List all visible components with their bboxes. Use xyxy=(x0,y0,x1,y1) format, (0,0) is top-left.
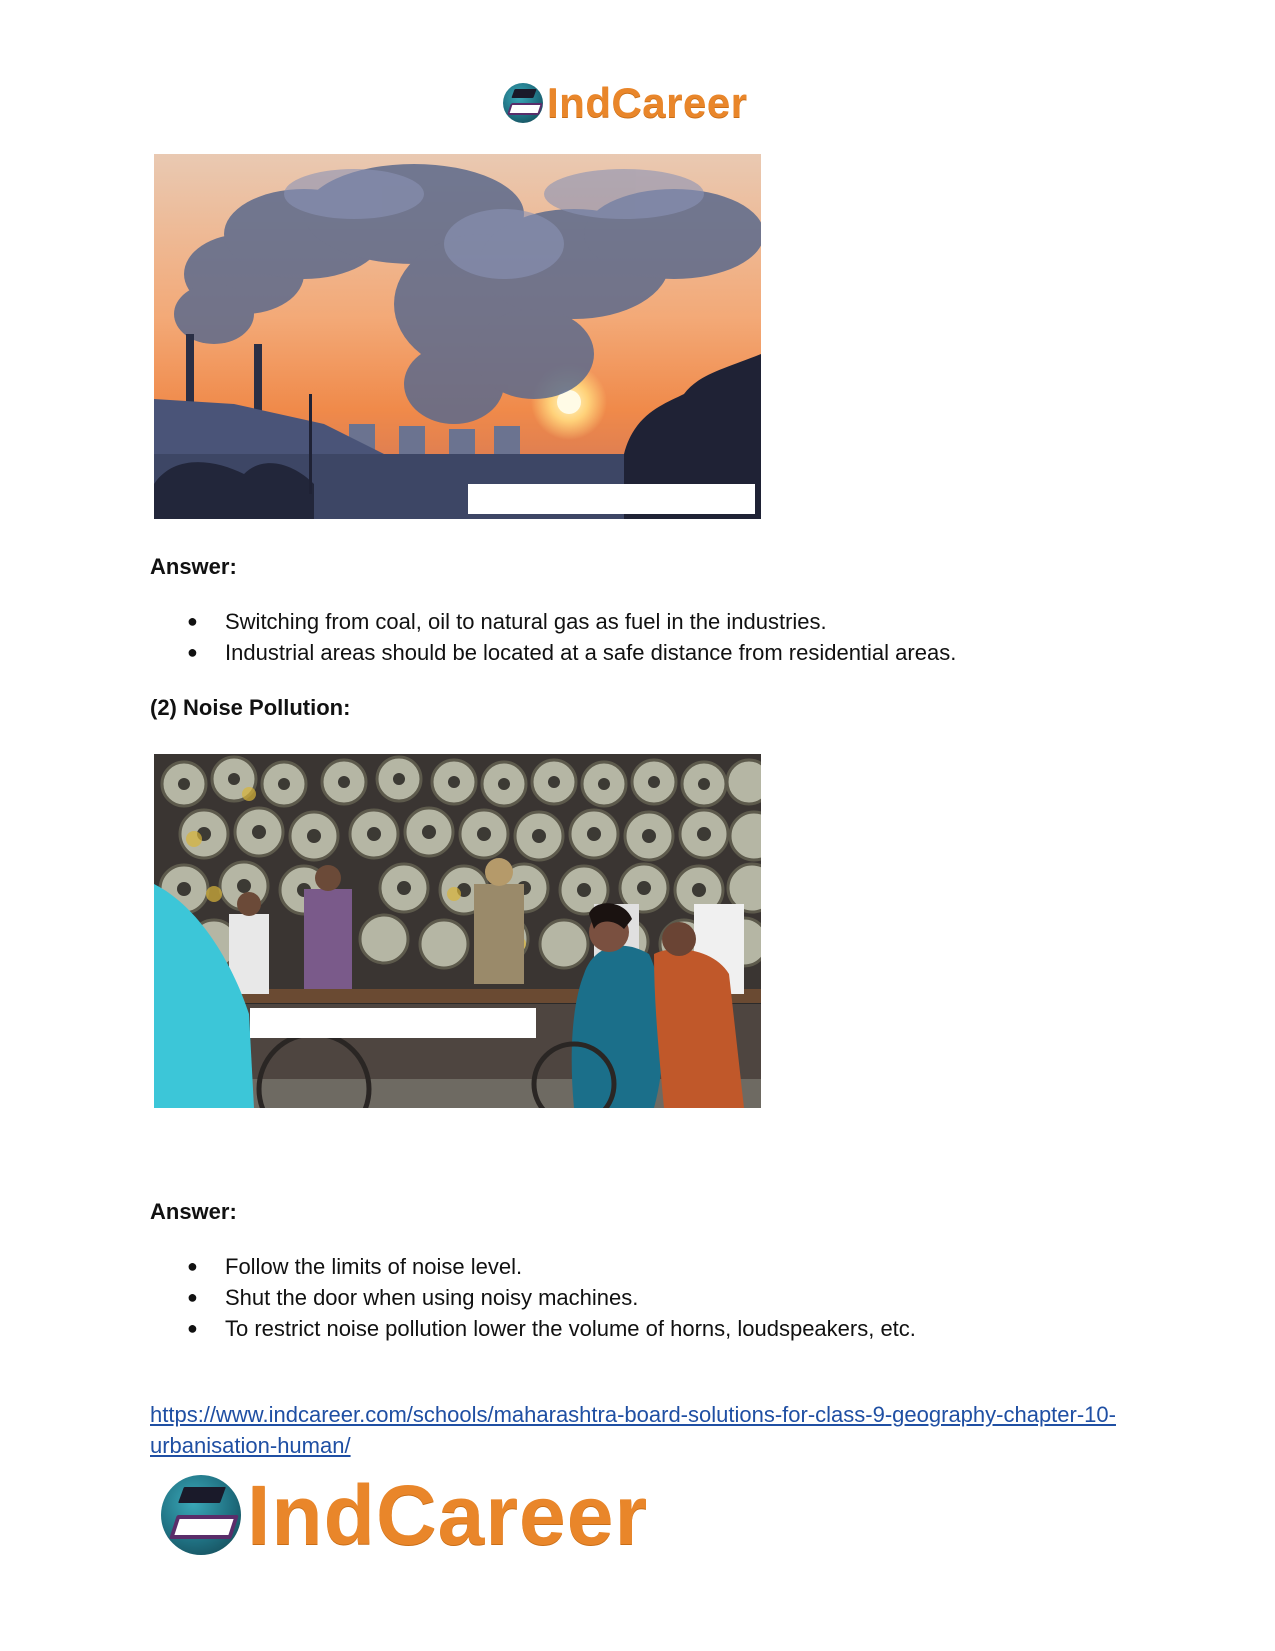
list-item: ● Follow the limits of noise level. xyxy=(150,1251,916,1282)
answer-list-2 xyxy=(150,1251,916,1344)
source-url-link[interactable]: https://www.indcareer.com/schools/maharashtra-board-solutions-for-class-9-geography-chapter-10-urbanisation-human/ xyxy=(150,1402,1116,1458)
footer-logo xyxy=(161,1468,649,1562)
footer-logo-text: IndCareer xyxy=(247,1468,649,1562)
list-item: ● To restrict noise pollution lower the volume of horns, loudspeakers, etc. xyxy=(150,1313,916,1344)
indcareer-globe-book-icon xyxy=(503,83,543,123)
noise-pollution-heading: (2) Noise Pollution: xyxy=(150,695,351,720)
list-item: ● Industrial areas should be located at a safe distance from residential areas. xyxy=(150,637,956,668)
list-item: ● Switching from coal, oil to natural gas as fuel in the industries. xyxy=(150,606,956,637)
header-logo xyxy=(503,80,748,126)
answer-label-1: Answer: xyxy=(150,554,237,579)
loudspeakers-street-photo xyxy=(154,754,761,1108)
list-item: ● Shut the door when using noisy machines. xyxy=(150,1282,916,1313)
header-logo-text: IndCareer xyxy=(547,79,748,126)
answer-list-1 xyxy=(150,606,956,668)
indcareer-globe-book-icon xyxy=(161,1475,241,1555)
answer-label-2: Answer: xyxy=(150,1199,237,1224)
industrial-pollution-photo xyxy=(154,154,761,519)
